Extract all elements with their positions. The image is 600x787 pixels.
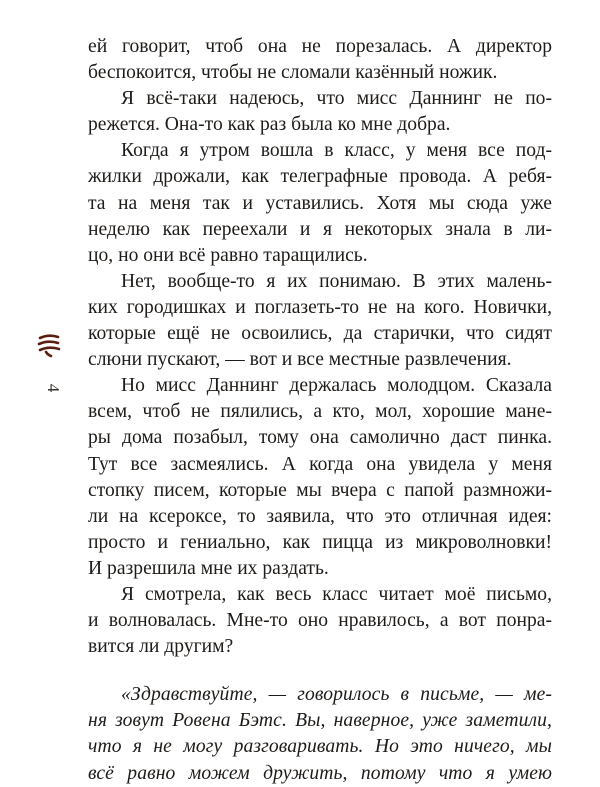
book-ornament-icon — [36, 332, 62, 358]
letter-line: «Здравствуйте, — говорилось в письме, — ме- — [121, 684, 552, 706]
text-line: Но мисс Даннинг держалась молодцом. Сказала — [121, 375, 552, 397]
letter-line: что я не могу разговаривать. Но это ничего, мы — [88, 736, 552, 758]
text-line: беспокоится, чтобы не сломали казённый ножик. — [88, 62, 498, 84]
text-line: слюни пускают, — вот и все местные развлечения. — [88, 349, 512, 371]
text-line: ры дома позабыл, тому она самолично даст пинка. — [88, 427, 552, 449]
text-line: и волновалась. Мне-то оно нравилось, а вот понра- — [88, 610, 552, 632]
text-line: ких городишках и поглазеть-то не на кого. Новички, — [88, 296, 552, 318]
text-line: которые ещё не освоились, да старички, что сидят — [88, 323, 552, 345]
text-line: Нет, вообще-то я их понимаю. В этих малень- — [121, 270, 552, 292]
text-line: жилки дрожали, как телеграфные провода. А ребя- — [88, 166, 552, 188]
text-line: ли на ксероксе, то заявила, что это отличная идея: — [88, 505, 552, 527]
text-block — [88, 34, 552, 787]
letter-quote — [88, 682, 552, 786]
page-number: 4 — [44, 383, 63, 393]
text-line: И разрешила мне их раздать. — [88, 557, 329, 579]
text-line: Я всё-таки надеюсь, что мисс Даннинг не по- — [121, 88, 552, 110]
body-text — [88, 34, 552, 660]
text-line: режется. Она-то как раз была ко мне добра. — [88, 114, 451, 136]
letter-line: ня зовут Ровена Бэтс. Вы, наверное, уже заметили, — [88, 710, 552, 732]
section-gap — [88, 660, 552, 682]
text-line: всем, чтоб не пялились, а кто, мол, хорошие мане- — [88, 401, 552, 423]
text-line: Я смотрела, как весь класс читает моё письмо, — [121, 583, 552, 605]
text-line: просто и гениально, как пицца из микроволновки! — [88, 531, 552, 553]
text-line: Когда я утром вошла в класс, у меня все под- — [121, 140, 552, 162]
text-line: ей говорит, чтоб она не порезалась. А директор — [88, 36, 552, 57]
text-line: та на меня так и уставились. Хотя мы сюда уже — [88, 192, 552, 214]
text-line: цо, но они всё равно таращились. — [88, 244, 368, 266]
text-line: стопку писем, которые мы вчера с папой размножи- — [88, 479, 552, 501]
text-line: неделю как переехали и я некоторых знала в ли- — [88, 218, 552, 240]
letter-line: всё равно можем дружить, потому что я умею — [88, 762, 552, 784]
text-line: Тут все засмеялись. А когда она увидела у меня — [88, 453, 552, 475]
text-line: вится ли другим? — [88, 636, 234, 658]
